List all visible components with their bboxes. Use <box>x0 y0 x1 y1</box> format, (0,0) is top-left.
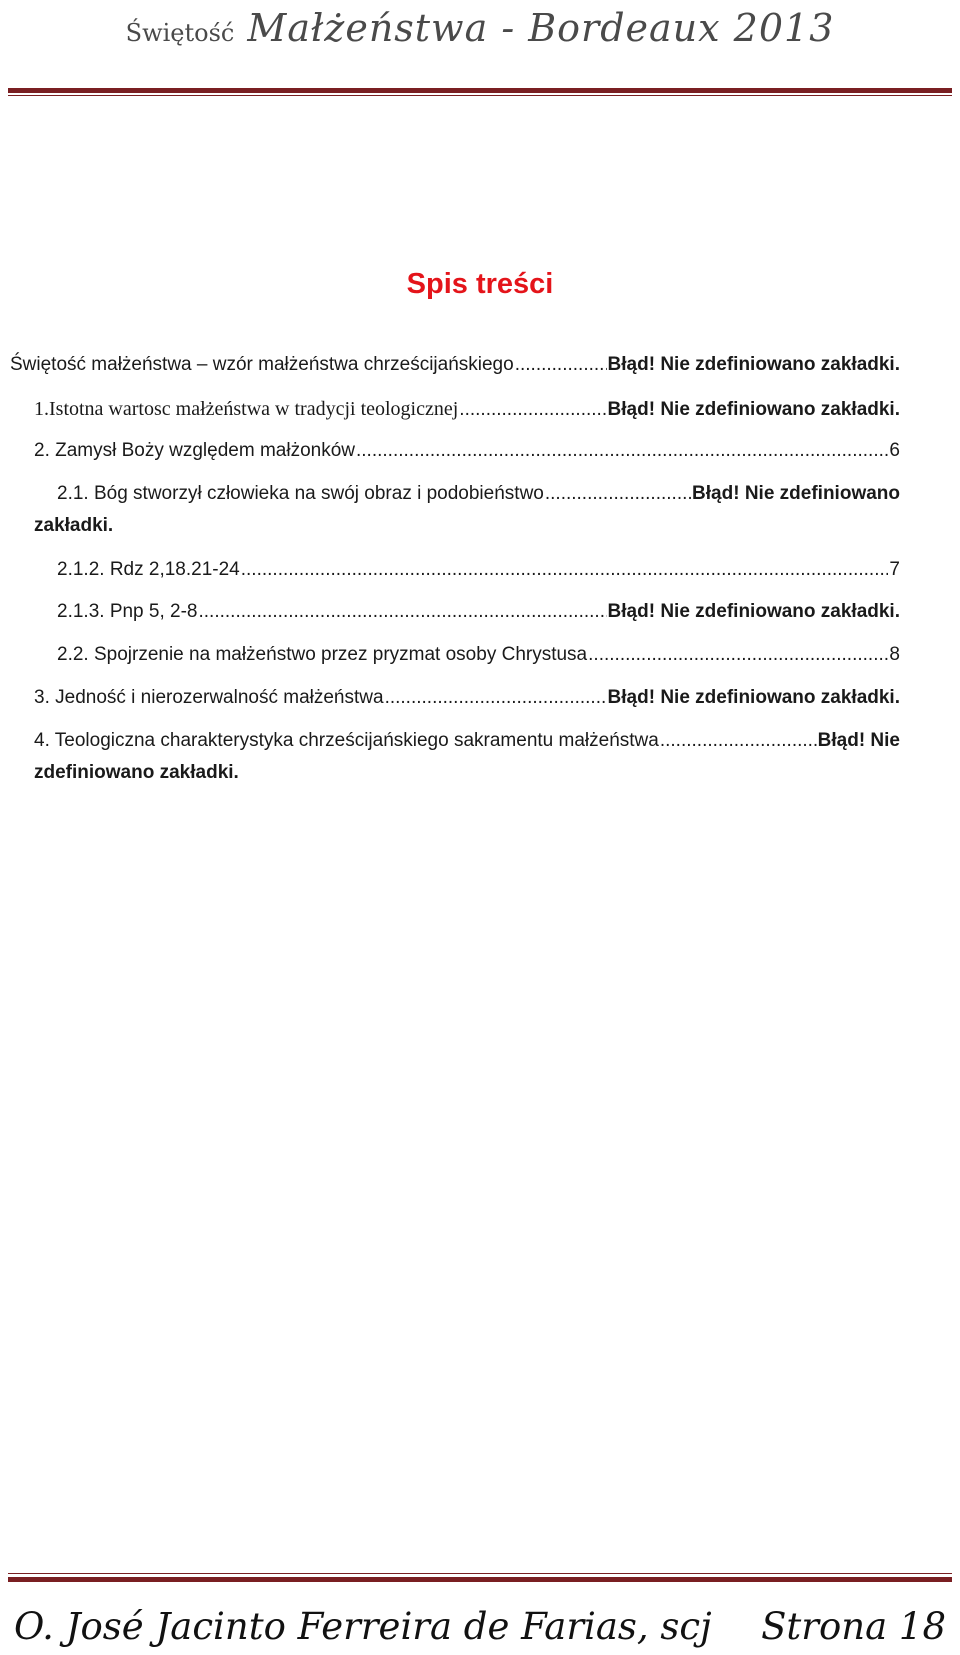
toc-entry[interactable] <box>34 686 900 710</box>
toc-entry[interactable] <box>34 439 900 463</box>
toc-entry-title: 3. Jedność i nierozerwalność małżeństwa <box>34 687 384 708</box>
toc-dot-leader <box>545 482 691 506</box>
toc-entry-title: Świętość małżeństwa – wzór małżeństwa chrześcijańskiego <box>10 354 514 375</box>
toc-dot-leader <box>515 353 607 377</box>
toc-entry-page: Błąd! Nie zdefiniowano <box>692 483 900 504</box>
toc-entry[interactable] <box>57 643 900 667</box>
toc-entry-title: 1.Istotna wartosc małżeństwa w tradycji teologicznej <box>34 398 459 420</box>
header-rule-thin <box>8 95 952 96</box>
toc-entry[interactable] <box>57 600 900 624</box>
toc-entry-page: Błąd! Nie zdefiniowano zakładki. <box>607 687 900 708</box>
toc-entry-page: 7 <box>889 559 900 580</box>
header-title-rest: Małżeństwa - Bordeaux 2013 <box>234 6 835 50</box>
footer-author: O. José Jacinto Ferreira de Farias, scj <box>14 1605 712 1648</box>
footer-rule-thick <box>8 1577 952 1582</box>
toc-entry-page: 6 <box>889 440 900 461</box>
toc-dot-leader <box>385 686 607 710</box>
toc-heading: Spis treści <box>406 268 554 300</box>
footer-page-number: Strona 18 <box>761 1605 946 1648</box>
toc-entry[interactable] <box>57 558 900 582</box>
toc-entry-title: 2.1.3. Pnp 5, 2-8 <box>57 601 198 622</box>
toc-dot-leader <box>660 729 817 753</box>
toc-dot-leader <box>459 398 606 422</box>
toc-entry[interactable] <box>10 353 900 377</box>
toc-entry-page: Błąd! Nie zdefiniowano zakładki. <box>607 601 900 622</box>
toc-dot-leader <box>356 439 888 463</box>
toc-entry-page: Błąd! Nie zdefiniowano zakładki. <box>607 399 900 420</box>
toc-entry[interactable] <box>34 729 900 753</box>
page-header-title <box>0 6 960 50</box>
toc-entry-title: 2.1. Bóg stworzył człowieka na swój obraz i podobieństwo <box>57 483 544 504</box>
toc-dot-leader <box>199 600 607 624</box>
footer-rule-thin <box>8 1573 952 1574</box>
toc-entry-title: 2. Zamysł Boży względem małżonków <box>34 440 355 461</box>
toc-entry-title: 4. Teologiczna charakterystyka chrześcijańskiego sakramentu małżeństwa <box>34 730 659 751</box>
header-rule-thick <box>8 88 952 93</box>
header-title-lead: Świętość <box>125 19 235 47</box>
toc-entry[interactable] <box>57 482 900 506</box>
toc-entry-page-continuation: zakładki. <box>34 515 114 536</box>
toc-entry-page: Błąd! Nie zdefiniowano zakładki. <box>607 354 900 375</box>
toc-dot-leader <box>588 643 888 667</box>
toc-dot-leader <box>241 558 889 582</box>
toc-entry-page-continuation: zdefiniowano zakładki. <box>34 762 239 783</box>
toc-entry-title: 2.2. Spojrzenie na małżeństwo przez pryzmat osoby Chrystusa <box>57 644 588 665</box>
toc-entry-title: 2.1.2. Rdz 2,18.21-24 <box>57 559 240 580</box>
toc-entry[interactable] <box>34 397 900 422</box>
toc-entry-page: 8 <box>889 644 900 665</box>
toc-entry-page: Błąd! Nie <box>817 730 900 751</box>
